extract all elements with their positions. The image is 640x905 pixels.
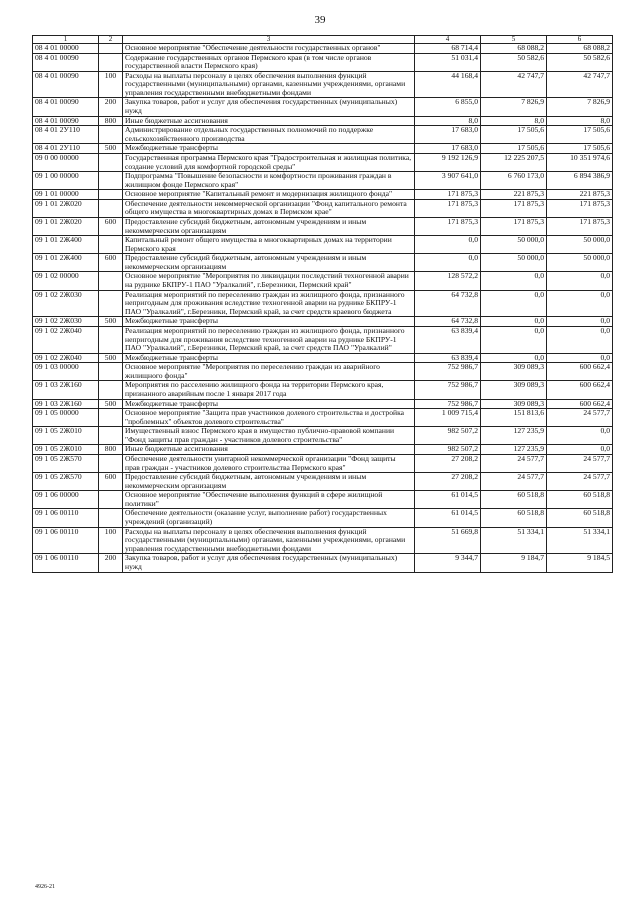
- cell-value-3: 10 351 974,6: [547, 153, 613, 171]
- cell-value-2: 42 747,7: [481, 71, 547, 98]
- cell-value-2: 17 505,6: [481, 126, 547, 144]
- cell-value-2: 6 760 173,0: [481, 172, 547, 190]
- cell-value-1: 9 192 126,9: [415, 153, 481, 171]
- cell-code: 08 4 01 2У110: [33, 144, 99, 154]
- header-col-3: 3: [123, 36, 415, 44]
- cell-kvr: [99, 190, 123, 200]
- cell-kvr: [99, 290, 123, 317]
- cell-code: 09 1 05 2Ж010: [33, 427, 99, 445]
- cell-value-2: 309 089,3: [481, 363, 547, 381]
- cell-value-3: 24 577,7: [547, 473, 613, 491]
- cell-code: 08 4 01 00090: [33, 53, 99, 71]
- cell-value-1: 63 839,4: [415, 353, 481, 363]
- table-row: [33, 363, 613, 381]
- cell-value-1: 8,0: [415, 116, 481, 126]
- cell-code: 09 1 05 2Ж010: [33, 445, 99, 455]
- cell-value-2: 68 088,2: [481, 44, 547, 54]
- table-row: [33, 527, 613, 554]
- cell-value-1: 61 014,5: [415, 491, 481, 509]
- cell-code: 08 4 01 00090: [33, 116, 99, 126]
- cell-value-2: 12 225 207,5: [481, 153, 547, 171]
- cell-kvr: [99, 272, 123, 290]
- cell-kvr: [99, 153, 123, 171]
- cell-code: 09 1 05 2Ж570: [33, 455, 99, 473]
- cell-kvr: 100: [99, 71, 123, 98]
- cell-kvr: [99, 409, 123, 427]
- table-row: [33, 153, 613, 171]
- cell-name: Межбюджетные трансферты: [123, 317, 415, 327]
- cell-value-1: 63 839,4: [415, 326, 481, 353]
- cell-value-1: 171 875,3: [415, 190, 481, 200]
- cell-value-1: 64 732,8: [415, 317, 481, 327]
- cell-value-1: 0,0: [415, 254, 481, 272]
- cell-value-3: 17 505,6: [547, 126, 613, 144]
- cell-value-2: 50 582,6: [481, 53, 547, 71]
- cell-name: Капитальный ремонт общего имущества в многоквартирных домах на территории Пермского края: [123, 236, 415, 254]
- cell-code: 09 1 01 00000: [33, 190, 99, 200]
- table-body: [33, 44, 613, 573]
- cell-name: Иные бюджетные ассигнования: [123, 445, 415, 455]
- cell-kvr: 600: [99, 254, 123, 272]
- cell-name: Иные бюджетные ассигнования: [123, 116, 415, 126]
- footer-code: 4926-21: [35, 884, 55, 890]
- cell-value-2: 221 875,3: [481, 190, 547, 200]
- cell-value-2: 7 826,9: [481, 98, 547, 116]
- cell-value-1: 171 875,3: [415, 199, 481, 217]
- cell-name: Государственная программа Пермского края "Градостроительная и жилищная политика, создание условий для комфортной городской среды": [123, 153, 415, 171]
- cell-value-2: 309 089,3: [481, 399, 547, 409]
- cell-value-1: 752 986,7: [415, 399, 481, 409]
- cell-name: Основное мероприятие "Обеспечение выполнения функций в сфере жилищной политики": [123, 491, 415, 509]
- header-col-2: 2: [99, 36, 123, 44]
- cell-name: Основное мероприятие "Обеспечение деятельности государственных органов": [123, 44, 415, 54]
- cell-name: Мероприятия по расселению жилищного фонда на территории Пермского края, признанного аварийным после 1 января 2017 года: [123, 381, 415, 399]
- cell-value-3: 0,0: [547, 272, 613, 290]
- cell-kvr: 200: [99, 98, 123, 116]
- cell-kvr: [99, 53, 123, 71]
- cell-value-1: 44 168,4: [415, 71, 481, 98]
- cell-value-3: 60 518,8: [547, 491, 613, 509]
- cell-name: Закупка товаров, работ и услуг для обеспечения государственных (муниципальных) нужд: [123, 98, 415, 116]
- cell-value-2: 17 505,6: [481, 144, 547, 154]
- cell-value-3: 0,0: [547, 445, 613, 455]
- cell-value-3: 171 875,3: [547, 217, 613, 235]
- cell-name: Расходы на выплаты персоналу в целях обеспечения выполнения функций государственными (муниципальными) органами, казенными учреждениями, органами управления государственными внебюджетными фондами: [123, 527, 415, 554]
- cell-code: 09 1 01 2Ж020: [33, 217, 99, 235]
- cell-code: 09 1 05 00000: [33, 409, 99, 427]
- cell-value-3: 0,0: [547, 290, 613, 317]
- cell-kvr: 500: [99, 317, 123, 327]
- cell-kvr: [99, 509, 123, 527]
- cell-value-1: 982 507,2: [415, 427, 481, 445]
- cell-code: 09 1 06 00110: [33, 554, 99, 572]
- cell-code: 09 1 06 00000: [33, 491, 99, 509]
- cell-name: Подпрограмма "Повышение безопасности и комфортности проживания граждан в жилищном фонде Пермского края": [123, 172, 415, 190]
- cell-value-2: 309 089,3: [481, 381, 547, 399]
- header-col-1: 1: [33, 36, 99, 44]
- table-row: [33, 455, 613, 473]
- cell-value-3: 6 894 386,9: [547, 172, 613, 190]
- cell-kvr: [99, 172, 123, 190]
- cell-value-1: 752 986,7: [415, 381, 481, 399]
- cell-kvr: 800: [99, 445, 123, 455]
- cell-name: Предоставление субсидий бюджетным, автономным учреждениям и иным некоммерческим организациям: [123, 254, 415, 272]
- cell-value-3: 42 747,7: [547, 71, 613, 98]
- cell-name: Расходы на выплаты персоналу в целях обеспечения выполнения функций государственными (муниципальными) органами, казенными учреждениями, органами управления государственными внебюджетными фондами: [123, 71, 415, 98]
- header-col-5: 5: [481, 36, 547, 44]
- cell-value-1: 51 669,8: [415, 527, 481, 554]
- cell-value-1: 752 986,7: [415, 363, 481, 381]
- header-col-6: 6: [547, 36, 613, 44]
- cell-value-1: 17 683,0: [415, 126, 481, 144]
- cell-name: Основное мероприятие "Капитальный ремонт и модернизация жилищного фонда": [123, 190, 415, 200]
- table-row: [33, 172, 613, 190]
- cell-code: 09 0 00 00000: [33, 153, 99, 171]
- cell-value-2: 0,0: [481, 290, 547, 317]
- cell-code: 09 1 02 2Ж030: [33, 290, 99, 317]
- cell-value-3: 600 662,4: [547, 363, 613, 381]
- cell-code: 09 1 03 2Ж160: [33, 399, 99, 409]
- cell-value-1: 64 732,8: [415, 290, 481, 317]
- cell-code: 09 1 01 2Ж020: [33, 199, 99, 217]
- cell-value-3: 0,0: [547, 317, 613, 327]
- table-row: [33, 71, 613, 98]
- cell-code: 09 1 00 00000: [33, 172, 99, 190]
- cell-name: Межбюджетные трансферты: [123, 353, 415, 363]
- cell-code: 09 1 06 00110: [33, 527, 99, 554]
- header-col-4: 4: [415, 36, 481, 44]
- cell-value-2: 24 577,7: [481, 473, 547, 491]
- cell-name: Предоставление субсидий бюджетным, автономным учреждениям и иным некоммерческим организациям: [123, 217, 415, 235]
- table-row: [33, 190, 613, 200]
- cell-kvr: [99, 126, 123, 144]
- cell-name: Реализация мероприятий по переселению граждан из жилищного фонда, признанного непригодным для проживания вследствие техногенной аварии на руднике БКПРУ-1 ПАО "Уралкалий", г.Березники, Пермский край, за счет средств ПАО "Уралкалий": [123, 326, 415, 353]
- cell-value-1: 6 855,0: [415, 98, 481, 116]
- table-row: [33, 381, 613, 399]
- cell-value-3: 24 577,7: [547, 409, 613, 427]
- cell-value-3: 600 662,4: [547, 381, 613, 399]
- cell-value-3: 8,0: [547, 116, 613, 126]
- cell-kvr: [99, 491, 123, 509]
- cell-value-3: 50 000,0: [547, 236, 613, 254]
- table-row: [33, 326, 613, 353]
- cell-value-3: 60 518,8: [547, 509, 613, 527]
- cell-kvr: [99, 381, 123, 399]
- budget-table: [32, 35, 613, 573]
- cell-code: 09 1 03 2Ж160: [33, 381, 99, 399]
- cell-value-3: 24 577,7: [547, 455, 613, 473]
- table-row: [33, 290, 613, 317]
- table-row: [33, 144, 613, 154]
- cell-kvr: 500: [99, 399, 123, 409]
- cell-value-1: 128 572,2: [415, 272, 481, 290]
- cell-value-2: 60 518,8: [481, 491, 547, 509]
- cell-value-3: 50 582,6: [547, 53, 613, 71]
- cell-value-1: 171 875,3: [415, 217, 481, 235]
- table-row: [33, 491, 613, 509]
- cell-kvr: 600: [99, 473, 123, 491]
- cell-value-2: 24 577,7: [481, 455, 547, 473]
- cell-value-3: 50 000,0: [547, 254, 613, 272]
- cell-kvr: 500: [99, 144, 123, 154]
- cell-value-1: 9 344,7: [415, 554, 481, 572]
- cell-code: 09 1 02 00000: [33, 272, 99, 290]
- cell-value-2: 0,0: [481, 326, 547, 353]
- cell-value-2: 171 875,3: [481, 217, 547, 235]
- cell-kvr: [99, 326, 123, 353]
- cell-code: 08 4 01 00090: [33, 98, 99, 116]
- table-row: [33, 509, 613, 527]
- table-row: [33, 317, 613, 327]
- cell-name: Реализация мероприятий по переселению граждан из жилищного фонда, признанного непригодным для проживания вследствие техногенной аварии на руднике БКПРУ-1 ПАО "Уралкалий", г.Березники, Пермский край, за счет средств краевого бюджета: [123, 290, 415, 317]
- cell-value-1: 27 208,2: [415, 455, 481, 473]
- cell-code: 08 4 01 2У110: [33, 126, 99, 144]
- cell-value-2: 0,0: [481, 272, 547, 290]
- cell-value-2: 0,0: [481, 317, 547, 327]
- cell-value-3: 0,0: [547, 326, 613, 353]
- cell-value-1: 3 907 641,0: [415, 172, 481, 190]
- cell-value-2: 50 000,0: [481, 254, 547, 272]
- cell-name: Обеспечение деятельности некоммерческой организации "Фонд капитального ремонта общего имущества в многоквартирных домах в Пермском крае": [123, 199, 415, 217]
- cell-value-2: 127 235,9: [481, 427, 547, 445]
- cell-value-2: 51 334,1: [481, 527, 547, 554]
- cell-kvr: 500: [99, 353, 123, 363]
- cell-value-3: 0,0: [547, 353, 613, 363]
- table-row: [33, 254, 613, 272]
- cell-kvr: [99, 199, 123, 217]
- cell-name: Обеспечение деятельности унитарной некоммерческой организации "Фонд защиты прав граждан - участников долевого строительства Пермского края": [123, 455, 415, 473]
- cell-value-2: 50 000,0: [481, 236, 547, 254]
- cell-value-2: 9 184,7: [481, 554, 547, 572]
- cell-code: 09 1 02 2Ж040: [33, 326, 99, 353]
- cell-name: Основное мероприятие "Защита прав участников долевого строительства и достройка "проблемных" объектов долевого строительства": [123, 409, 415, 427]
- cell-kvr: 600: [99, 217, 123, 235]
- cell-name: Обеспечение деятельности (оказание услуг, выполнение работ) государственных учреждений (организаций): [123, 509, 415, 527]
- cell-code: 09 1 03 00000: [33, 363, 99, 381]
- table-row: [33, 236, 613, 254]
- cell-code: 08 4 01 00090: [33, 71, 99, 98]
- cell-value-2: 60 518,8: [481, 509, 547, 527]
- cell-value-1: 17 683,0: [415, 144, 481, 154]
- table-row: [33, 53, 613, 71]
- cell-value-3: 600 662,4: [547, 399, 613, 409]
- cell-value-3: 171 875,3: [547, 199, 613, 217]
- cell-code: 09 1 02 2Ж040: [33, 353, 99, 363]
- cell-name: Администрирование отдельных государственных полномочий по поддержке сельскохозяйственного производства: [123, 126, 415, 144]
- cell-kvr: [99, 236, 123, 254]
- cell-value-3: 68 088,2: [547, 44, 613, 54]
- cell-name: Основное мероприятие "Мероприятия по ликвидации последствий техногенной аварии на руднике БКПРУ-1 ПАО "Уралкалий", г.Березники, Пермский край": [123, 272, 415, 290]
- cell-kvr: 100: [99, 527, 123, 554]
- cell-value-2: 151 813,6: [481, 409, 547, 427]
- cell-value-1: 61 014,5: [415, 509, 481, 527]
- cell-kvr: 800: [99, 116, 123, 126]
- cell-name: Межбюджетные трансферты: [123, 399, 415, 409]
- cell-code: 09 1 02 2Ж030: [33, 317, 99, 327]
- cell-value-1: 27 208,2: [415, 473, 481, 491]
- cell-value-3: 9 184,5: [547, 554, 613, 572]
- table-row: [33, 473, 613, 491]
- cell-value-3: 0,0: [547, 427, 613, 445]
- cell-name: Основное мероприятие "Мероприятия по переселению граждан из аварийного жилищного фонда": [123, 363, 415, 381]
- table-row: [33, 554, 613, 572]
- page-number: 39: [314, 14, 326, 26]
- cell-value-2: 8,0: [481, 116, 547, 126]
- cell-name: Имущественный взнос Пермского края в имущество публично-правовой компании "Фонд защиты прав граждан - участников долевого строительства": [123, 427, 415, 445]
- cell-value-1: 0,0: [415, 236, 481, 254]
- cell-value-3: 51 334,1: [547, 527, 613, 554]
- cell-value-3: 17 505,6: [547, 144, 613, 154]
- cell-kvr: [99, 455, 123, 473]
- cell-name: Закупка товаров, работ и услуг для обеспечения государственных (муниципальных) нужд: [123, 554, 415, 572]
- cell-value-1: 68 714,4: [415, 44, 481, 54]
- table-row: [33, 199, 613, 217]
- cell-value-1: 1 009 715,4: [415, 409, 481, 427]
- cell-kvr: 200: [99, 554, 123, 572]
- cell-value-3: 221 875,3: [547, 190, 613, 200]
- cell-code: 09 1 05 2Ж570: [33, 473, 99, 491]
- cell-kvr: [99, 363, 123, 381]
- cell-code: 09 1 06 00110: [33, 509, 99, 527]
- table-row: [33, 126, 613, 144]
- cell-name: Содержание государственных органов Пермского края (в том числе органов государственной власти Пермского края): [123, 53, 415, 71]
- table-row: [33, 217, 613, 235]
- cell-name: Предоставление субсидий бюджетным, автономным учреждениям и иным некоммерческим организациям: [123, 473, 415, 491]
- cell-value-2: 171 875,3: [481, 199, 547, 217]
- table-row: [33, 409, 613, 427]
- table-row: [33, 98, 613, 116]
- cell-value-2: 0,0: [481, 353, 547, 363]
- table-row: [33, 427, 613, 445]
- cell-value-1: 982 507,2: [415, 445, 481, 455]
- cell-code: 09 1 01 2Ж400: [33, 254, 99, 272]
- cell-value-1: 51 031,4: [415, 53, 481, 71]
- cell-value-3: 7 826,9: [547, 98, 613, 116]
- cell-code: 08 4 01 00000: [33, 44, 99, 54]
- cell-kvr: [99, 427, 123, 445]
- cell-value-2: 127 235,9: [481, 445, 547, 455]
- table-row: [33, 272, 613, 290]
- cell-name: Межбюджетные трансферты: [123, 144, 415, 154]
- cell-code: 09 1 01 2Ж400: [33, 236, 99, 254]
- cell-kvr: [99, 44, 123, 54]
- table-row: [33, 44, 613, 54]
